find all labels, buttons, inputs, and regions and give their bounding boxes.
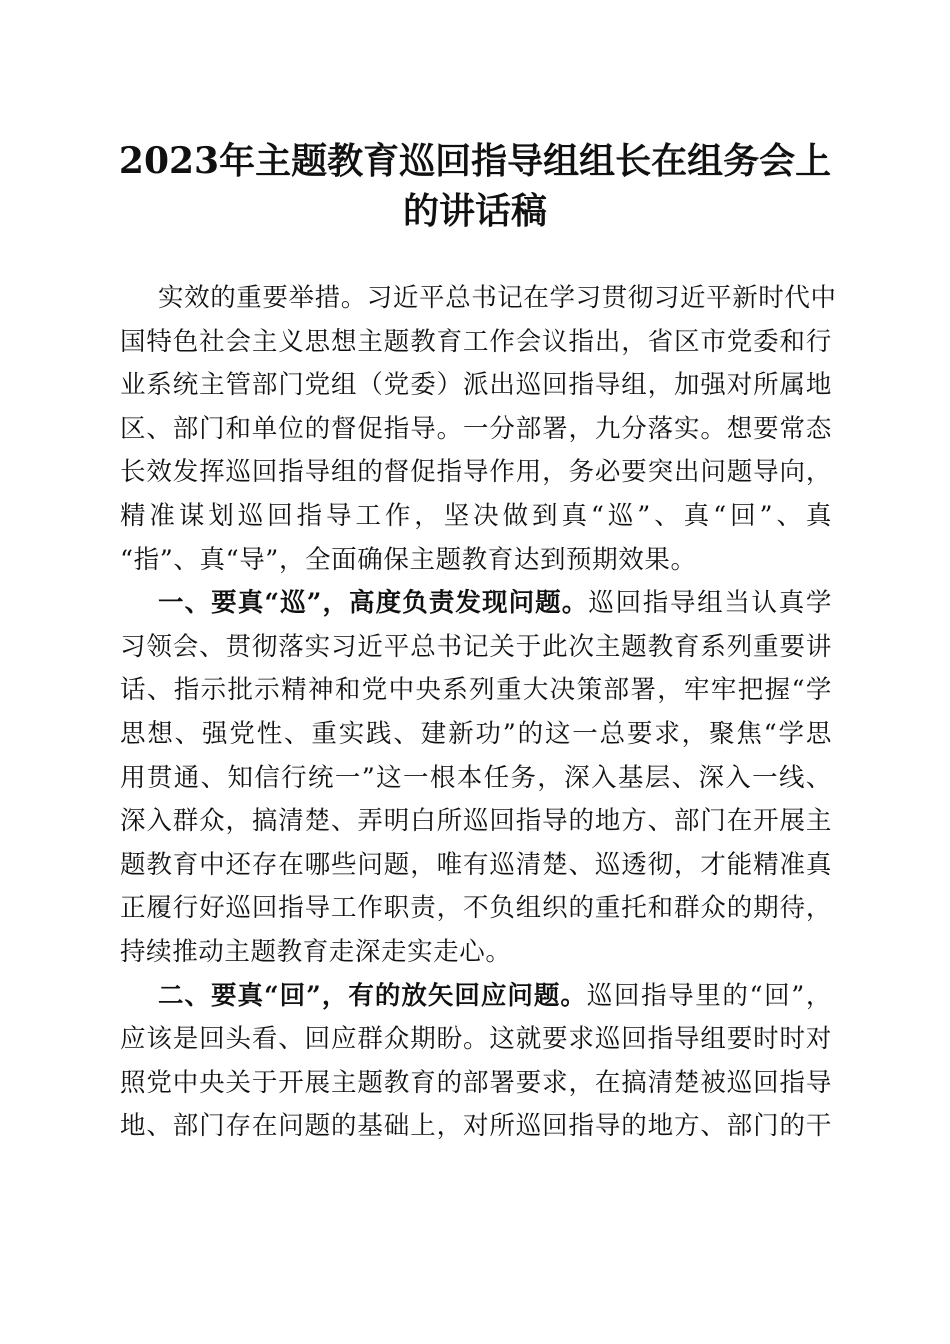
paragraph-1-line: 精准谋划巡回指导工作，坚决做到真“巡”、真“回”、真 xyxy=(120,500,832,531)
paragraph-2-line: 正履行好巡回指导工作职责，不负组织的重托和群众的期待， xyxy=(120,893,832,924)
title-line-1: 2023年主题教育巡回指导组组长在组务会上 xyxy=(118,140,832,182)
paragraph-1-line: 区、部门和单位的督促指导。一分部署，九分落实。想要常态 xyxy=(120,413,832,444)
paragraph-2-line: 思想、强党性、重实践、建新功”的这一总要求，聚焦“学思 xyxy=(120,718,832,749)
document-title xyxy=(100,136,850,236)
paragraph-2-line: 持续推动主题教育走深走实走心。 xyxy=(120,936,512,967)
paragraph-2-line: 话、指示批示精神和党中央系列重大决策部署，牢牢把握“学 xyxy=(120,675,832,706)
paragraph-1-line: “指”、真“导”，全面确保主题教育达到预期效果。 xyxy=(120,544,697,575)
paragraph-2-line: 用贯通、知信行统一”这一根本任务，深入基层、深入一线、 xyxy=(120,762,832,793)
paragraph-3-line: 照党中央关于开展主题教育的部署要求，在搞清楚被巡回指导 xyxy=(120,1067,832,1098)
paragraph-3-first-line xyxy=(120,975,832,1019)
paragraph-2-line: 习领会、贯彻落实习近平总书记关于此次主题教育系列重要讲 xyxy=(120,631,832,662)
paragraph-2-first-line xyxy=(120,582,832,626)
section-1-lead-text: 巡回指导组当认真学 xyxy=(588,588,832,619)
paragraph-3-line: 地、部门存在问题的基础上，对所巡回指导的地方、部门的干 xyxy=(120,1111,832,1142)
paragraph-1-line: 国特色社会主义思想主题教育工作会议指出，省区市党委和行 xyxy=(120,326,832,357)
document-body xyxy=(120,277,837,1149)
paragraph-3-line: 应该是回头看、回应群众期盼。这就要求巡回指导组要时时对 xyxy=(120,1024,832,1055)
section-1-heading: 一、要真“巡”，高度负责发现问题。 xyxy=(158,588,589,619)
paragraph-2-line: 深入群众，搞清楚、弄明白所巡回指导的地方、部门在开展主 xyxy=(120,806,832,837)
paragraph-1-line: 实效的重要举措。习近平总书记在学习贯彻习近平新时代中 xyxy=(158,283,837,313)
section-2-heading: 二、要真“回”，有的放矢回应问题。 xyxy=(158,980,587,1011)
paragraph-1-line: 业系统主管部门党组（党委）派出巡回指导组，加强对所属地 xyxy=(120,370,832,401)
paragraph-2-line: 题教育中还存在哪些问题，唯有巡清楚、巡透彻，才能精准真 xyxy=(120,849,832,880)
paragraph-1-line: 长效发挥巡回指导组的督促指导作用，务必要突出问题导向， xyxy=(120,457,832,488)
title-line-2: 的讲话稿 xyxy=(402,190,547,232)
section-2-lead-text: 巡回指导里的“回”， xyxy=(586,980,832,1011)
